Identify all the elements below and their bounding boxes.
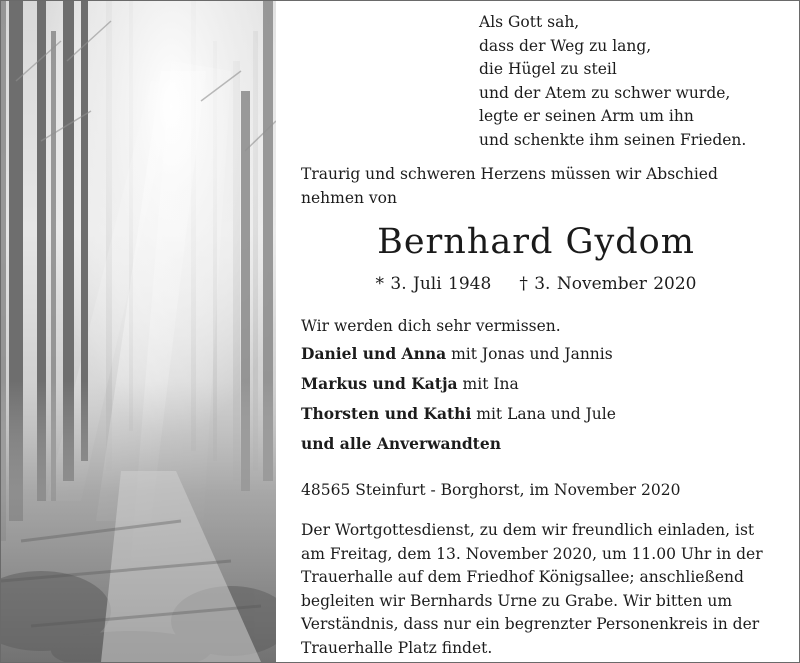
- farewell-intro-line: nehmen von: [301, 188, 397, 207]
- service-line: am Freitag, dem 13. November 2020, um 11.00 Uhr in der: [301, 544, 763, 563]
- farewell-intro: [301, 163, 771, 210]
- deceased-name: Bernhard Gydom: [377, 222, 695, 262]
- poem-line: legte er seinen Arm um ihn: [479, 107, 694, 125]
- forest-sunbeam-image: [1, 1, 276, 662]
- mourner-children: mit Lana und Jule: [471, 405, 616, 423]
- poem-line: und schenkte ihm seinen Frieden.: [479, 130, 747, 149]
- place-and-date: 48565 Steinfurt - Borghorst, im November 2020: [301, 481, 681, 499]
- mourner-children: mit Ina: [457, 375, 519, 393]
- service-information: [301, 519, 779, 660]
- mourner-names: Thorsten und Kathi: [301, 404, 472, 423]
- poem-line: und der Atem zu schwer wurde,: [479, 83, 731, 102]
- service-line: begleiten wir Bernhards Urne zu Grabe. Wir bitten um: [301, 591, 733, 610]
- mourner-names: Markus und Katja: [301, 374, 458, 393]
- farewell-intro-line: Traurig und schweren Herzens müssen wir Abschied: [301, 165, 718, 183]
- poem-line: die Hügel zu steil: [479, 60, 617, 78]
- mourner-names: Daniel und Anna: [301, 344, 447, 363]
- poem: [479, 11, 746, 152]
- mourner-family: [301, 402, 616, 427]
- poem-line: dass der Weg zu lang,: [479, 36, 652, 55]
- service-line: Verständnis, dass nur ein begrenzter Personenkreis in der: [301, 615, 760, 633]
- life-dates: [301, 271, 771, 297]
- service-line: Trauerhalle auf dem Friedhof Königsallee; anschließend: [301, 568, 744, 586]
- service-line: Trauerhalle Platz findet.: [301, 638, 493, 657]
- mourner-names: und alle Anverwandten: [301, 434, 501, 453]
- death-date: † 3. November 2020: [519, 274, 697, 294]
- mourners-intro: Wir werden dich sehr vermissen.: [301, 317, 561, 335]
- mourner-family: [301, 342, 613, 367]
- birth-date: * 3. Juli 1948: [375, 274, 492, 294]
- mourner-family: [301, 372, 519, 397]
- service-line: Der Wortgottesdienst, zu dem wir freundlich einladen, ist: [301, 521, 755, 539]
- mourner-family: [301, 432, 501, 457]
- poem-line: Als Gott sah,: [479, 13, 580, 31]
- mourner-children: mit Jonas und Jannis: [446, 345, 613, 363]
